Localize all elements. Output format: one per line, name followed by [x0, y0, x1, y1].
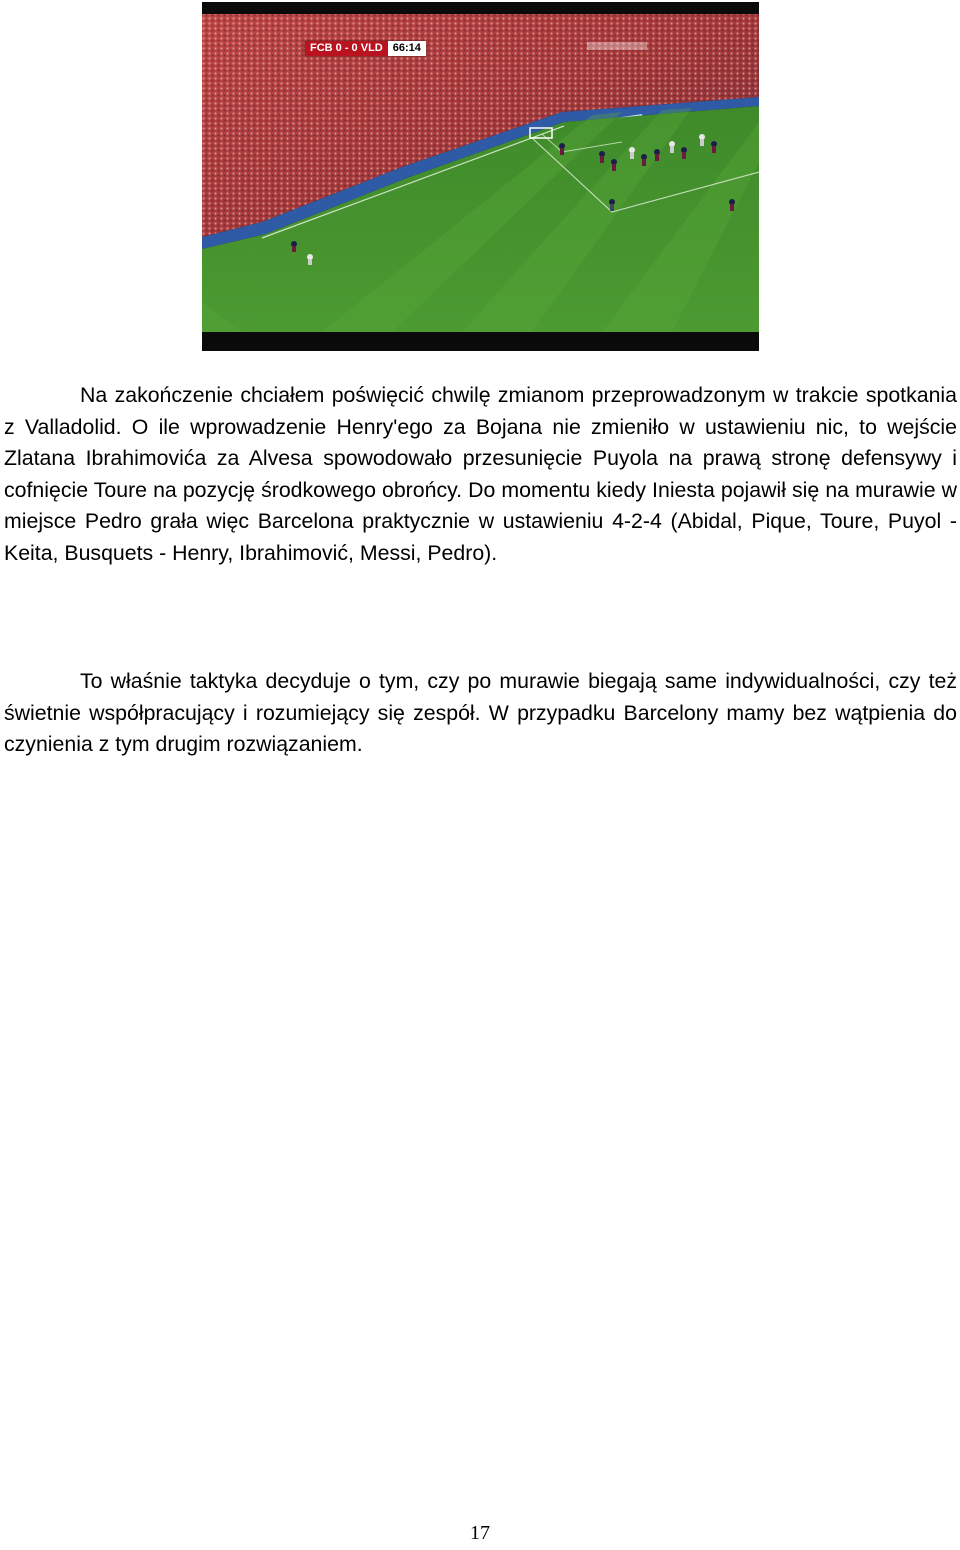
page-number: 17 — [470, 1522, 490, 1544]
paragraph-1: Na zakończenie chciałem poświęcić chwilę zmianom przeprowadzonym w trakcie spotkania z Valladolid. O ile wprowadzenie Henry'ego za Bojana nie zmieniło w ustawieniu nic, to wejście Zlatana Ibrahimovića za Alvesa spowodowało przesunięcie Puyola na prawą stronę defensywy i cofnięcie Toure na pozycję środkowego obrońcy. Do momentu kiedy Iniesta pojawił się na murawie w miejsce Pedro grała więc Barcelona praktycznie w ustawieniu 4-2-4 (Abidal, Pique, Toure, Puyol - Keita, Busquets - Henry, Ibrahimović, Messi, Pedro). — [4, 383, 957, 565]
match-photo — [202, 2, 759, 351]
paragraph-2: To właśnie taktyka decyduje o tym, czy po murawie biegają same indywidualności, czy też świetnie współpracujący i rozumiejący się zespół. W przypadku Barcelony mamy bez wątpienia do czynienia z tym drugim rozwiązaniem. — [4, 669, 957, 756]
score-teams: FCB 0 - 0 VLD — [305, 41, 388, 56]
stadium-scene — [202, 2, 759, 351]
match-clock: 66:14 — [388, 41, 426, 56]
scoreboard — [305, 41, 426, 56]
